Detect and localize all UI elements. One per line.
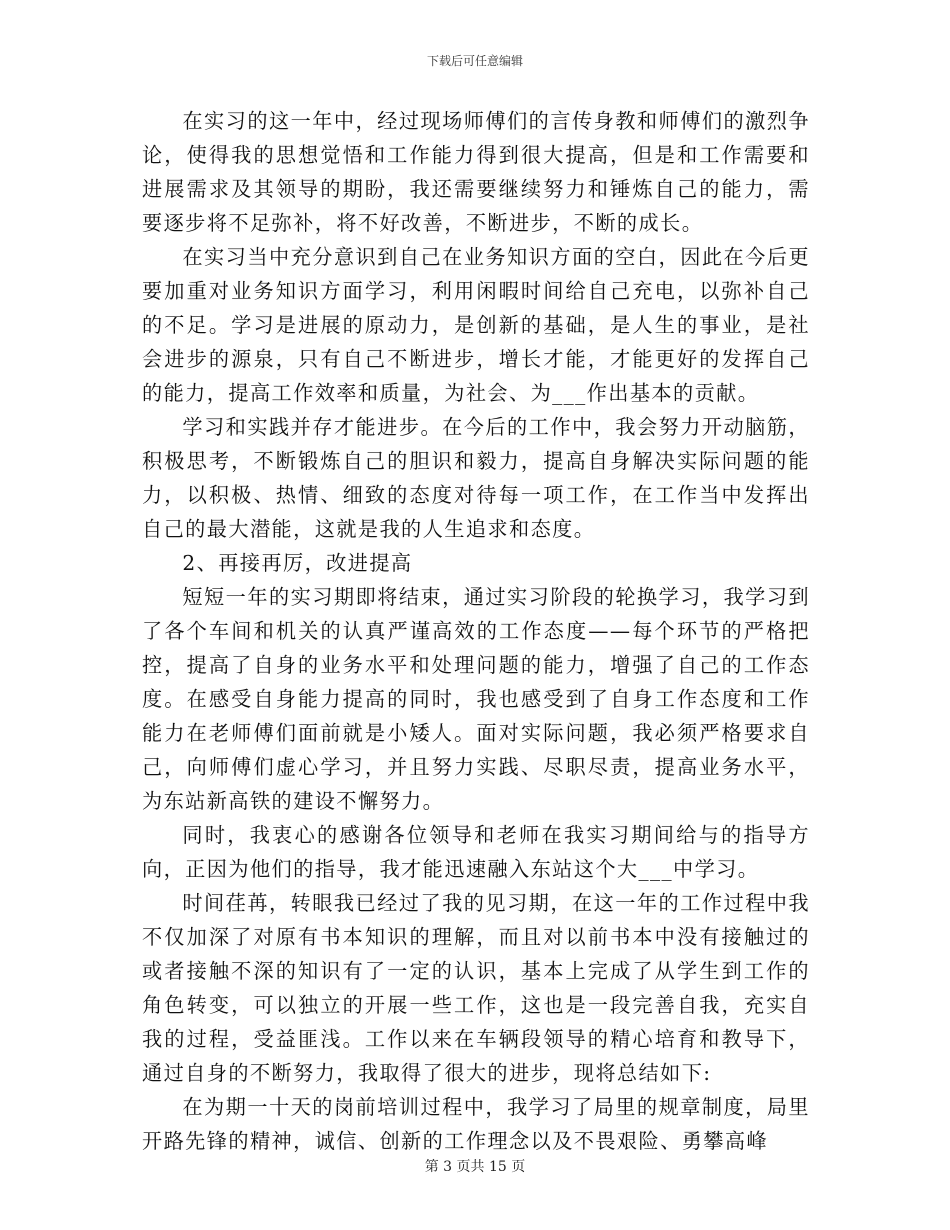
document-body: [142, 104, 810, 1158]
page-header: 下载后可任意编辑: [426, 54, 523, 68]
paragraph-3: 学习和实践并存才能进步。在今后的工作中，我会努力开动脑筋，积极思考，不断锻炼自己的胆识和毅力，提高自身解决实际问题的能力，以积极、热情、细致的态度对待每一项工作，在工作当中发挥出自己的最大潜能，这就是我的人生追求和态度。: [142, 415, 810, 541]
page-number: 第 3 页共 15 页: [424, 1159, 526, 1175]
paragraph-7: 在为期一十天的岗前培训过程中，我学习了局里的规章制度，局里开路先锋的精神，诚信、创新的工作理念以及不畏艰险、勇攀高峰: [142, 1095, 810, 1153]
paragraph-1: 在实习的这一年中，经过现场师傅们的言传身教和师傅们的激烈争论，使得我的思想觉悟和工作能力得到很大提高，但是和工作需要和进展需求及其领导的期盼，我还需要继续努力和锤炼自己的能力，需要逐步将不足弥补，将不好改善，不断进步，不断的成长。: [142, 109, 810, 235]
paragraph-2: 在实习当中充分意识到自己在业务知识方面的空白，因此在今后更要加重对业务知识方面学习，利用闲暇时间给自己充电，以弥补自己的不足。学习是进展的原动力，是创新的基础，是人生的事业，是社会进步的源泉，只有自己不断进步，增长才能，才能更好的发挥自己的能力，提高工作效率和质量，为社会、为___作出基本的贡献。: [142, 245, 810, 405]
section-heading: 2、再接再厉，改进提高: [182, 551, 413, 575]
paragraph-5: 同时，我衷心的感谢各位领导和老师在我实习期间给与的指导方向，正因为他们的指导，我才能迅速融入东站这个大___中学习。: [142, 823, 810, 881]
paragraph-6: 时间荏苒，转眼我已经过了我的见习期，在这一年的工作过程中我不仅加深了对原有书本知识的理解，而且对以前书本中没有接触过的或者接触不深的知识有了一定的认识，基本上完成了从学生到工作的角色转变，可以独立的开展一些工作，这也是一段完善自我，充实自我的过程，受益匪浅。工作以来在车辆段领导的精心培育和教导下，通过自身的不断努力，我取得了很大的进步，现将总结如下:: [142, 891, 810, 1085]
paragraph-4: 短短一年的实习期即将结束，通过实习阶段的轮换学习，我学习到了各个车间和机关的认真严谨高效的工作态度——每个环节的严格把控，提高了自身的业务水平和处理问题的能力，增强了自己的工作态度。在感受自身能力提高的同时，我也感受到了自身工作态度和工作能力在老师傅们面前就是小矮人。面对实际问题，我必须严格要求自己，向师傅们虚心学习，并且努力实践、尽职尽责，提高业务水平，为东站新高铁的建设不懈努力。: [142, 585, 810, 813]
